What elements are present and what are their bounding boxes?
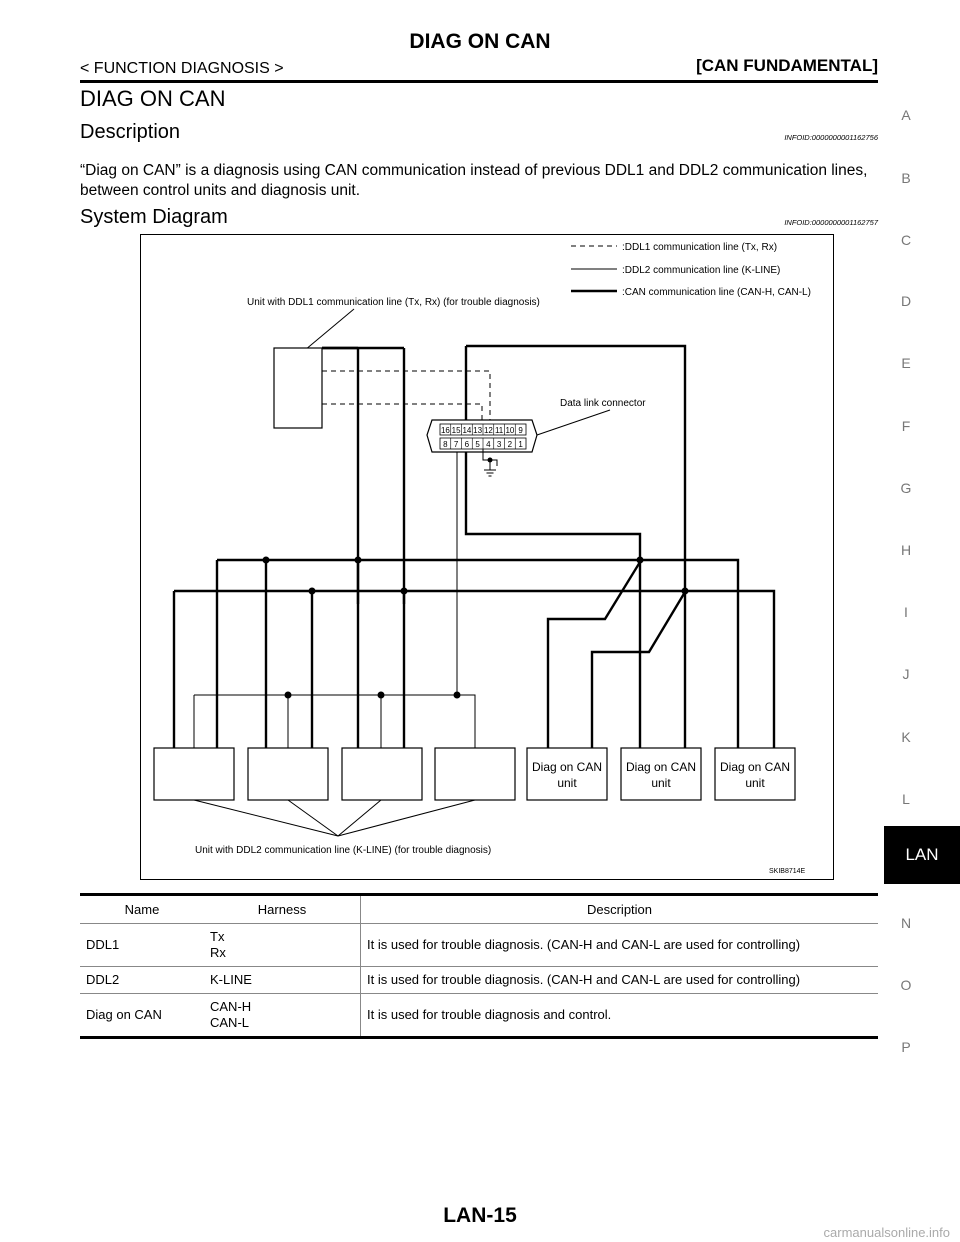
table-row — [80, 994, 878, 1038]
pin-9: 9 — [518, 426, 523, 435]
system-diagram-heading: System Diagram — [80, 206, 228, 228]
side-index-k[interactable]: K — [901, 729, 911, 745]
connector-label: Data link connector — [560, 398, 646, 409]
side-index-e[interactable]: E — [901, 355, 911, 371]
harness-line: CAN-H — [210, 999, 252, 1014]
pin-3: 3 — [496, 440, 502, 449]
pin-5: 5 — [475, 440, 480, 449]
description-heading: Description — [80, 121, 181, 143]
diag-can-unit-box-1 — [527, 748, 607, 800]
ddl2-unit-box-3 — [342, 748, 422, 800]
table-cell-description: It is used for trouble diagnosis. (CAN-H and CAN-L are used for controlling) — [361, 924, 879, 967]
diag-can-unit-3-sublabel: unit — [745, 776, 765, 790]
side-index-j[interactable]: J — [902, 666, 910, 682]
diag-can-unit-box-2 — [621, 748, 701, 800]
pin-10: 10 — [505, 426, 515, 435]
watermark: carmanualsonline.info — [823, 1225, 950, 1240]
pin-11: 11 — [494, 426, 504, 435]
ddl2-unit-box-4 — [435, 748, 515, 800]
legend-can-text: :CAN communication line (CAN-H, CAN-L) — [622, 287, 811, 298]
pin-8: 8 — [443, 440, 448, 449]
ddl2-unit-box-2 — [248, 748, 328, 800]
table-cell-harness — [204, 967, 361, 994]
pin-1: 1 — [518, 440, 523, 449]
side-index-p[interactable]: P — [901, 1039, 911, 1055]
harness-line: Rx — [210, 945, 226, 960]
side-index-b[interactable]: B — [901, 170, 911, 186]
ddl1-unit-label: Unit with DDL1 communication line (Tx, Rx) (for trouble diagnosis) — [247, 297, 540, 308]
side-index-o[interactable]: O — [900, 977, 912, 993]
section-title: DIAG ON CAN — [80, 86, 226, 111]
side-index-lan-active[interactable]: LAN — [884, 826, 960, 884]
side-index-l[interactable]: L — [902, 791, 910, 807]
diag-can-unit-1-label: Diag on CAN — [531, 760, 603, 774]
table-cell-harness — [204, 994, 361, 1038]
table-header-name: Name — [80, 895, 204, 924]
harness-line: Tx — [210, 929, 225, 944]
system-diagram — [140, 234, 834, 880]
table-cell-name: DDL2 — [80, 967, 204, 994]
side-index-d[interactable]: D — [900, 293, 912, 309]
table-cell-harness — [204, 924, 361, 967]
table-cell-name: Diag on CAN — [80, 994, 204, 1038]
side-index-h[interactable]: H — [900, 542, 912, 558]
header-section-tag: [CAN FUNDAMENTAL] — [696, 56, 878, 75]
side-index-c[interactable]: C — [900, 232, 912, 248]
ddl2-unit-label: Unit with DDL2 communication line (K-LINE) (for trouble diagnosis) — [195, 845, 492, 856]
description-text: “Diag on CAN” is a diagnosis using CAN communication instead of previous DDL1 and DDL2 communication lines, between control units and diagnosis unit. — [80, 162, 868, 199]
diag-can-unit-1-sublabel: unit — [557, 776, 577, 790]
system-diagram-infoid: INFOID:0000000001162757 — [784, 218, 878, 227]
page-number: LAN-15 — [443, 1204, 517, 1227]
side-index — [884, 0, 960, 1242]
side-index-n[interactable]: N — [900, 915, 912, 931]
pin-4: 4 — [486, 440, 491, 449]
table-row — [80, 924, 878, 967]
table-row — [80, 967, 878, 994]
pin-16: 16 — [440, 426, 450, 435]
page-header-title: DIAG ON CAN — [409, 30, 551, 53]
side-index-i[interactable]: I — [904, 604, 908, 620]
unit-boxes — [154, 748, 795, 800]
header-breadcrumb: < FUNCTION DIAGNOSIS > — [80, 60, 284, 77]
diag-can-unit-2-sublabel: unit — [651, 776, 671, 790]
table-cell-description: It is used for trouble diagnosis and control. — [361, 994, 879, 1038]
side-index-a[interactable]: A — [901, 107, 911, 123]
pin-15: 15 — [451, 426, 461, 435]
harness-line: K-LINE — [210, 972, 252, 987]
pin-2: 2 — [507, 440, 513, 449]
harness-table — [80, 893, 878, 1039]
legend-ddl1-text: :DDL1 communication line (Tx, Rx) — [622, 242, 778, 253]
legend-ddl2-text: :DDL2 communication line (K-LINE) — [622, 265, 781, 276]
table-cell-name: DDL1 — [80, 924, 204, 967]
pin-7: 7 — [453, 440, 459, 449]
side-index-g[interactable]: G — [900, 480, 912, 496]
header-rule — [80, 80, 878, 83]
pin-12: 12 — [483, 426, 493, 435]
side-index-f[interactable]: F — [901, 418, 911, 434]
figure-code: SKIB8714E — [769, 868, 806, 875]
diag-can-unit-box-3 — [715, 748, 795, 800]
description-infoid: INFOID:0000000001162756 — [784, 133, 878, 142]
table-header-harness: Harness — [204, 895, 361, 924]
diag-can-unit-3-label: Diag on CAN — [719, 760, 791, 774]
ddl1-unit-box — [274, 348, 322, 428]
pin-14: 14 — [462, 426, 472, 435]
diag-can-unit-2-label: Diag on CAN — [625, 760, 697, 774]
ddl2-unit-box-1 — [154, 748, 234, 800]
harness-line: CAN-L — [210, 1015, 250, 1030]
table-header-row — [80, 895, 878, 924]
table-cell-description: It is used for trouble diagnosis. (CAN-H and CAN-L are used for controlling) — [361, 967, 879, 994]
pin-6: 6 — [464, 440, 470, 449]
table-header-description: Description — [361, 895, 879, 924]
pin-13: 13 — [473, 426, 483, 435]
